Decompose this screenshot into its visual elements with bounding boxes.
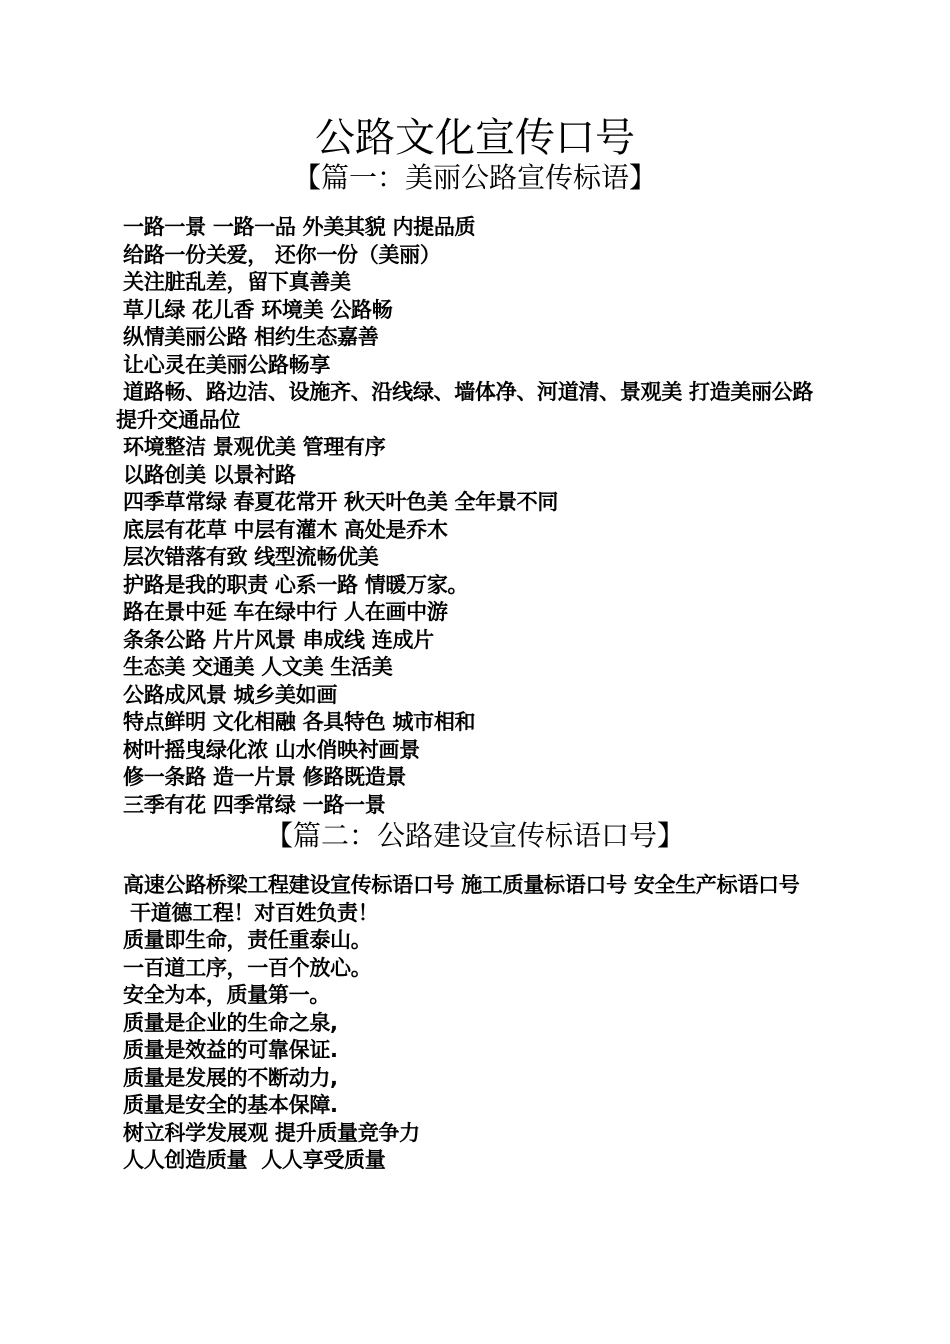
- slogan-line: 高速公路桥梁工程建设宣传标语口号 施工质量标语口号 安全生产标语口号: [116, 873, 800, 897]
- slogan-line: 以路创美 以景衬路: [116, 462, 296, 487]
- slogan-line: 路在景中延 车在绿中行 人在画中游: [116, 600, 448, 624]
- slogan-line: 干道德工程！对百姓负责！: [116, 900, 379, 925]
- slogan-line: 底层有花草 中层有灌木 高处是乔木: [116, 517, 448, 542]
- slogan-line: 环境整洁 景观优美 管理有序: [116, 435, 386, 459]
- slogan-line: 树叶摇曳绿化浓 山水俏映衬画景: [116, 737, 420, 762]
- section-heading-2: 【篇二：公路建设宣传标语口号】: [264, 819, 685, 852]
- slogan-line: 草儿绿 花儿香 环境美 公路畅: [116, 297, 393, 322]
- slogan-line: 质量是企业的生命之泉,: [116, 1010, 338, 1035]
- slogan-line: 一路一景 一路一品 外美其貌 内提品质: [116, 215, 476, 239]
- slogan-list-1: [116, 214, 836, 819]
- slogan-line: 质量是效益的可靠保证.: [116, 1038, 338, 1062]
- section-heading-1: 【篇一：美丽公路宣传标语】: [292, 161, 657, 194]
- slogan-line: 质量是安全的基本保障.: [116, 1093, 338, 1117]
- slogan-line: 特点鲜明 文化相融 各具特色 城市相和: [116, 710, 476, 734]
- slogan-line: 质量是发展的不断动力,: [116, 1065, 338, 1090]
- slogan-line: 给路一份关爱， 还你一份（美丽）: [116, 242, 441, 267]
- slogan-line: 公路成风景 城乡美如画: [116, 682, 338, 707]
- slogan-line: 层次错落有致 线型流畅优美: [116, 545, 379, 569]
- slogan-line: 纵情美丽公路 相约生态嘉善: [116, 325, 379, 349]
- slogan-list-2: [116, 872, 836, 1175]
- slogan-line: 树立科学发展观 提升质量竞争力: [116, 1120, 420, 1145]
- slogan-line: 修一条路 造一片景 修路既造景: [116, 765, 407, 789]
- slogan-line: 质量即生命，责任重泰山。: [116, 928, 372, 952]
- slogan-line: 护路是我的职责 心系一路 情暖万家。: [116, 572, 469, 597]
- slogan-line: 四季草常绿 春夏花常开 秋天叶色美 全年景不同: [116, 490, 559, 514]
- slogan-line: 一百道工序，一百个放心。: [116, 955, 372, 980]
- slogan-line: 生态美 交通美 人文美 生活美: [116, 655, 393, 679]
- document-title: 公路文化宣传口号: [315, 115, 635, 161]
- slogan-line: 三季有花 四季常绿 一路一景: [116, 792, 386, 817]
- slogan-line: 让心灵在美丽公路畅享: [116, 352, 331, 377]
- slogan-line: 条条公路 片片风景 串成线 连成片: [116, 627, 434, 652]
- slogan-line: 人人创造质量 人人享受质量: [116, 1148, 386, 1172]
- slogan-line: 关注脏乱差，留下真善美: [116, 270, 351, 294]
- slogan-line: 安全为本，质量第一。: [116, 983, 331, 1007]
- slogan-line: 道路畅、路边洁、设施齐、沿线绿、墙体净、河道清、景观美 打造美丽公路 提升交通品位: [116, 380, 821, 432]
